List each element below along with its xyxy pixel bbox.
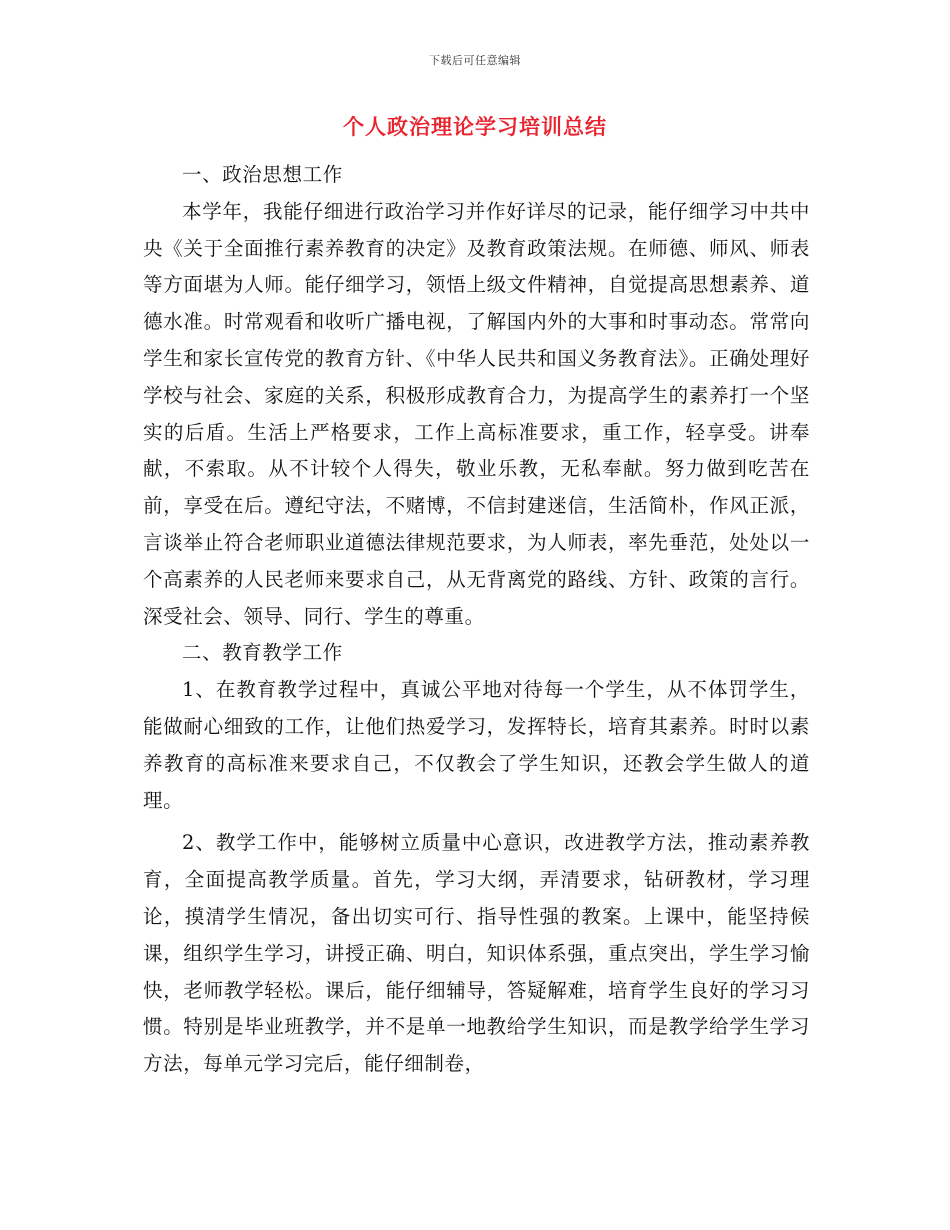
header-note: 下载后可任意编辑 — [429, 54, 521, 67]
document-title: 个人政治理论学习培训总结 — [343, 114, 607, 139]
paragraph-teaching-2: 2、教学工作中，能够树立质量中心意识，改进教学方法，推动素养教育，全面提高教学质量。首先，学习大纲，弄清要求，钻研教材，学习理论，摸清学生情况，备出切实可行、指导性强的教案。上课中，能坚持候课，组织学生学习，讲授正确、明白，知识体系强，重点突出，学生学习愉快，老师教学轻松。课后，能仔细辅导，答疑解难，培育学生良好的学习习惯。特别是毕业班教学，并不是单一地教给学生知识，而是教学给学生学习方法，每单元学习完后，能仔细制卷， — [143, 831, 810, 1076]
section-heading-teaching: 二、教育教学工作 — [182, 641, 343, 665]
section-heading-political: 一、政治思想工作 — [182, 163, 343, 186]
paragraph-political-work: 本学年，我能仔细进行政治学习并作好详尽的记录，能仔细学习中共中央《关于全面推行素养教育的决定》及教育政策法规。在师德、师风、师表等方面堪为人师。能仔细学习，领悟上级文件精神，自觉提高思想素养、道德水准。时常观看和收听广播电视，了解国内外的大事和时事动态。常常向学生和家长宣传党的教育方针、《中华人民共和国义务教育法》。正确处理好学校与社会、家庭的关系，积极形成教育合力，为提高学生的素养打一个坚实的后盾。生活上严格要求，工作上高标准要求，重工作，轻享受。讲奉献，不索取。从不计较个人得失，敬业乐教，无私奉献。努力做到吃苦在前，享受在后。遵纪守法，不赌博，不信封建迷信，生活简朴，作风正派，言谈举止符合老师职业道德法律规范要求，为人师表，率先垂范，处处以一个高素养的人民老师来要求自己，从无背离党的路线、方针、政策的言行。深受社会、领导、同行、学生的尊重。 — [143, 199, 810, 628]
document-body — [143, 157, 810, 1083]
paragraph-teaching-1: 1、在教育教学过程中，真诚公平地对待每一个学生，从不体罚学生，能做耐心细致的工作，让他们热爱学习，发挥特长，培育其素养。时时以素养教育的高标准来要求自己，不仅教会了学生知识，还教会学生做人的道理。 — [143, 678, 810, 812]
